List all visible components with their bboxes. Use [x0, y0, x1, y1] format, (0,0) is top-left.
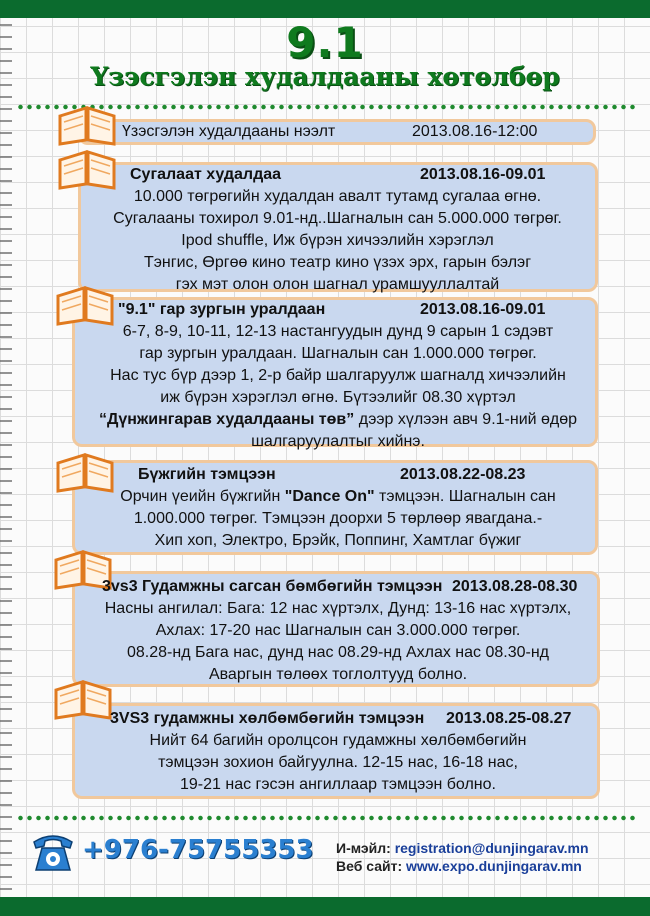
- dotted-divider-bottom: [16, 815, 636, 821]
- section-date: 2013.08.16-12:00: [412, 123, 538, 140]
- bottom-bar: [0, 897, 650, 916]
- section-body: 10.000 төгрөгийн худалдан авалт тутамд сугалаа өгнө. Сугалааны тохирол 9.01-нд..Шагналын сан 5.000.000 төгрөг. Ipod shuffle, Иж бүрэн хичээлийн хэрэглэл Тэнгис, Өргөө кино театр кино үзэх эрх, гарын бэлэг гэх мэт олон олон шагнал урамшууллалтай: [113, 188, 562, 293]
- section-date: 2013.08.28-08.30: [452, 578, 578, 595]
- email-link[interactable]: registration@dunjingarav.mn: [394, 840, 589, 856]
- section-date: 2013.08.22-08.23: [400, 466, 526, 483]
- email-row: [336, 840, 589, 856]
- notebook-spiral: [0, 18, 12, 897]
- website-link[interactable]: www.expo.dunjingarav.mn: [406, 858, 582, 874]
- book-icon: [54, 282, 116, 326]
- section-title: Үзэсгэлэн худалдааны нээлт: [122, 123, 336, 140]
- book-icon: [56, 146, 118, 190]
- section-body: Орчин үеийн бүжгийн "Dance On" тэмцээн. Шагналын сан 1.000.000 төгрөг. Тэмцээн доорхи 5 төрлөөр явагдана.- Хип хоп, Электро, Брэйк, Поппинг, Хамтлаг бүжиг: [120, 488, 556, 549]
- phone-icon: [30, 830, 76, 874]
- website-row: [336, 858, 582, 874]
- section-body: Насны ангилал: Бага: 12 нас хүртэлх, Дунд: 13-16 нас хүртэлх, Ахлах: 17-20 нас Шагналын сан 3.000.000 төгрөг. 08.28-нд Бага нас, дунд нас 08.29-нд Ахлах нас 08.30-нд Аваргын төлөөх тоглолтууд болно.: [104, 600, 572, 683]
- book-icon: [52, 676, 114, 720]
- section-title: "9.1" гар зургын уралдаан: [118, 301, 326, 318]
- section-date: 2013.08.16-09.01: [420, 301, 546, 318]
- phone-number[interactable]: +976-75755353: [82, 835, 314, 865]
- page-subtitle: Үзэсгэлэн худалдааны хөтөлбөр: [90, 62, 560, 91]
- website-label: Веб сайт:: [336, 858, 403, 874]
- section-body: 6-7, 8-9, 10-11, 12-13 настангуудын дунд 9 сарын 1 сэдэвт гар зургын уралдаан. Шагналын сан 1.000.000 төгрөг. Нас тус бүр дээр 1, 2-р байр шалгаруулж шагналд хичээлийн иж бүрэн хэрэглэл өгнө. Бүтээлийг 08.30 хүртэл “Дүнжингарав худалдааны төв” дээр хүлээн авч 9.1-ний өдөр шалгаруулалтыг хийнэ.: [98, 323, 578, 450]
- top-bar: [0, 0, 650, 18]
- section-title: Бүжгийн тэмцээн: [138, 466, 276, 483]
- section-title: Сугалаат худалдаа: [130, 166, 282, 183]
- page-title: 9.1: [286, 18, 364, 67]
- section-title: 3vs3 Гудамжны сагсан бөмбөгийн тэмцээн: [102, 578, 443, 595]
- email-label: И-мэйл:: [336, 840, 391, 856]
- book-icon: [56, 102, 118, 146]
- section-date: 2013.08.16-09.01: [420, 166, 546, 183]
- section-body: Нийт 64 багийн оролцсон гудамжны хөлбөмбөгийн тэмцээн зохион байгуулна. 12-15 нас, 16-18 нас, 19-21 нас гэсэн ангиллаар тэмцээн болно.: [149, 732, 527, 793]
- section-date: 2013.08.25-08.27: [446, 710, 572, 727]
- section-title: 3VS3 гудамжны хөлбөмбөгийн тэмцээн: [110, 710, 425, 727]
